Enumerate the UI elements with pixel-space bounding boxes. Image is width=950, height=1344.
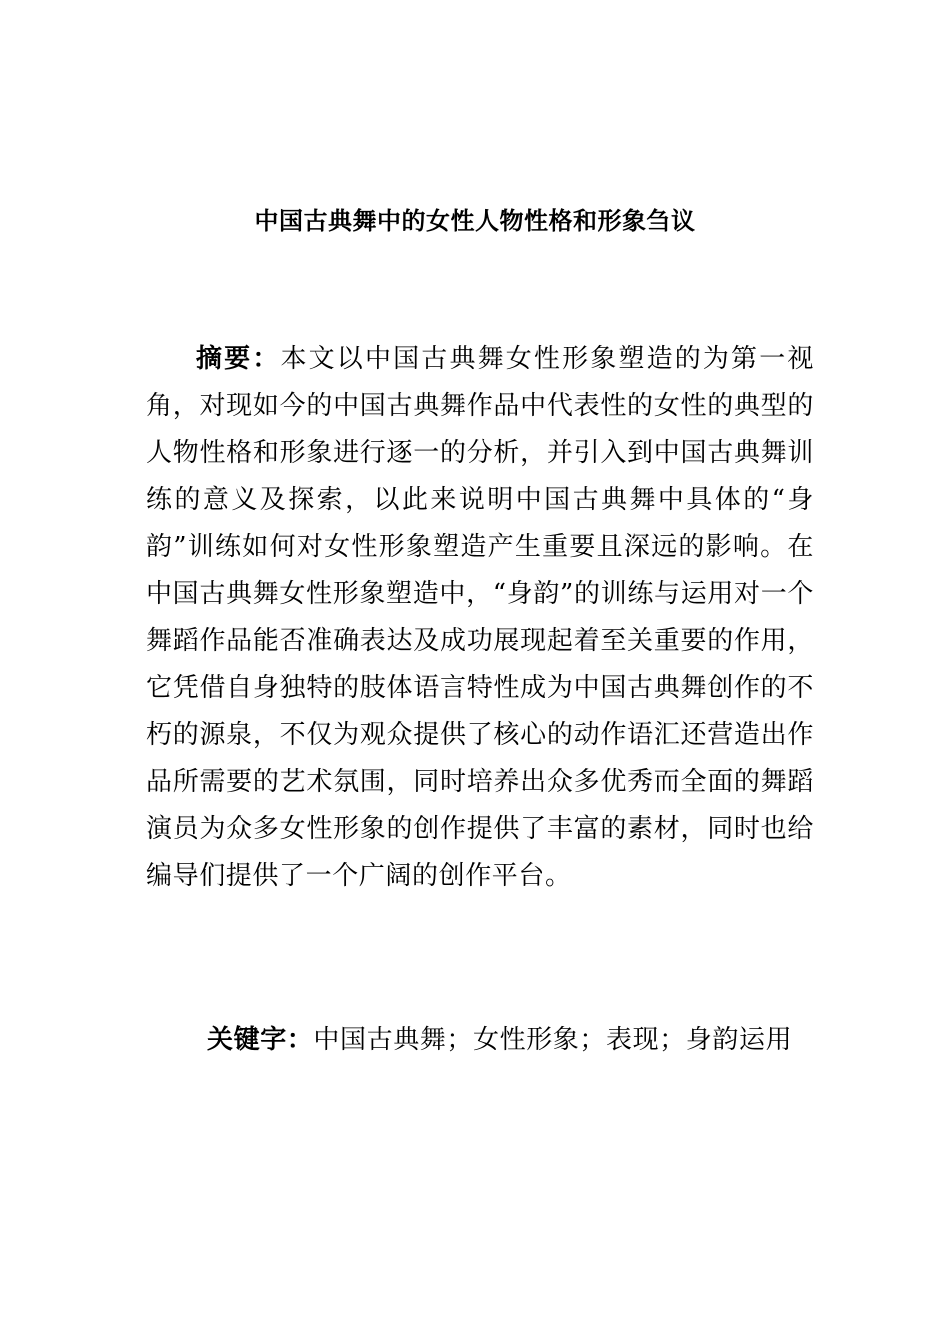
document-title: 中国古典舞中的女性人物性格和形象刍议: [254, 207, 696, 235]
keywords-line: [207, 1020, 847, 1060]
abstract-text: 本文以中国古典舞女性形象塑造的为第一视角，对现如今的中国古典舞作品中代表性的女性的典型的人物性格和形象进行逐一的分析，并引入到中国古典舞训练的意义及探索，以此来说明中国古典舞中具体的“身韵”训练如何对女性形象塑造产生重要且深远的影响。在中国古典舞女性形象塑造中，“身韵”的训练与运用对一个舞蹈作品能否准确表达及成功展现起着至关重要的作用，它凭借自身独特的肢体语言特性成为中国古典舞创作的不朽的源泉，不仅为观众提供了核心的动作语汇还营造出作品所需要的艺术氛围，同时培养出众多优秀而全面的舞蹈演员为众多女性形象的创作提供了丰富的素材，同时也给编导们提供了一个广阔的创作平台。: [146, 344, 814, 891]
abstract-label: 摘要：: [196, 344, 281, 374]
abstract-paragraph: [146, 336, 814, 900]
keywords-label: 关键字：: [207, 1025, 314, 1055]
keywords-text: 中国古典舞；女性形象；表现；身韵运用: [313, 1025, 793, 1055]
